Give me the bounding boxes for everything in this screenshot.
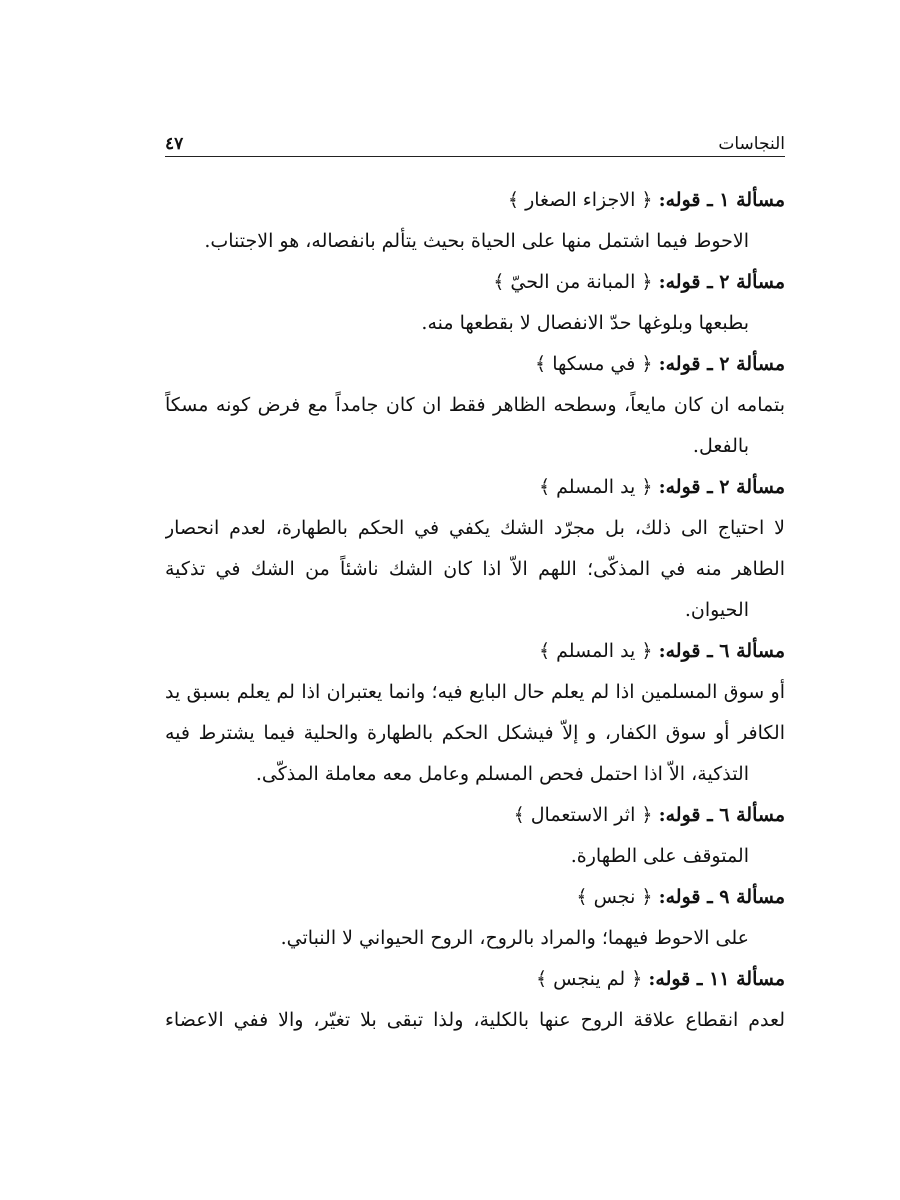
commentary-line: الكافر أو سوق الكفار، و إلاّ فيشكل الحكم بالطهارة والحلية فيما يشترط فيه: [165, 722, 785, 744]
masala-label: مسألة ٢ ـ قوله:: [658, 353, 785, 375]
commentary-line: بتمامه ان كان مايعاً، وسطحه الظاهر فقط ان كان جامداً مع فرض كونه مسكاً: [165, 394, 785, 416]
commentary-line: المتوقف على الطهارة.: [570, 845, 749, 867]
page-number: ٤٧: [165, 134, 184, 154]
masala-quote: ﴿ يد المسلم ﴾: [538, 476, 653, 498]
masala-heading: [165, 959, 785, 1000]
commentary-line: على الاحوط فيهما؛ والمراد بالروح، الروح الحيواني لا النباتي.: [280, 927, 749, 949]
masala-heading: [165, 180, 785, 221]
body-text: [165, 180, 785, 1041]
masala-quote: ﴿ الاجزاء الصغار ﴾: [507, 189, 653, 211]
commentary-line: بطبعها وبلوغها حدّ الانفصال لا بقطعها منه.: [421, 312, 749, 334]
masala-quote: ﴿ نجس ﴾: [576, 886, 653, 908]
commentary-line: الاحوط فيما اشتمل منها على الحياة بحيث يتألم بانفصاله، هو الاجتناب.: [204, 230, 749, 252]
commentary-line: أو سوق المسلمين اذا لم يعلم حال البايع فيه؛ وانما يعتبران اذا لم يعلم بسبق يد: [165, 681, 785, 703]
commentary-line: لعدم انقطاع علاقة الروح عنها بالكلية، ولذا تبقى بلا تغيّر، والا ففي الاعضاء: [165, 1009, 785, 1031]
masala-label: مسألة ٩ ـ قوله:: [658, 886, 785, 908]
masala-label: مسألة ١ ـ قوله:: [658, 189, 785, 211]
masala-quote: ﴿ المبانة من الحيّ ﴾: [493, 271, 653, 293]
masala-quote: ﴿ في مسكها ﴾: [535, 353, 653, 375]
masala-heading: [165, 795, 785, 836]
commentary-line: الطاهر منه في المذكّى؛ اللهم الاّ اذا كان الشك ناشئاً من الشك في تذكية: [165, 558, 785, 580]
running-title: النجاسات: [718, 134, 785, 154]
masala-heading: [165, 877, 785, 918]
masala-heading: [165, 631, 785, 672]
masala-heading: [165, 344, 785, 385]
masala-heading: [165, 262, 785, 303]
masala-heading: [165, 467, 785, 508]
masala-label: مسألة ١١ ـ قوله:: [648, 968, 785, 990]
masala-quote: ﴿ اثر الاستعمال ﴾: [513, 804, 653, 826]
commentary-line: بالفعل.: [692, 435, 749, 457]
masala-quote: ﴿ يد المسلم ﴾: [538, 640, 653, 662]
commentary-line: التذكية، الاّ اذا احتمل فحص المسلم وعامل معه معاملة المذكّى.: [255, 763, 749, 785]
masala-label: مسألة ٢ ـ قوله:: [658, 271, 785, 293]
commentary-line: لا احتياج الى ذلك، بل مجرّد الشك يكفي في الحكم بالطهارة، لعدم انحصار: [165, 517, 785, 539]
masala-label: مسألة ٦ ـ قوله:: [658, 804, 785, 826]
masala-label: مسألة ٢ ـ قوله:: [658, 476, 785, 498]
commentary-line: الحيوان.: [684, 599, 749, 621]
running-header: [165, 126, 785, 157]
masala-label: مسألة ٦ ـ قوله:: [658, 640, 785, 662]
masala-quote: ﴿ لم ينجس ﴾: [536, 968, 643, 990]
